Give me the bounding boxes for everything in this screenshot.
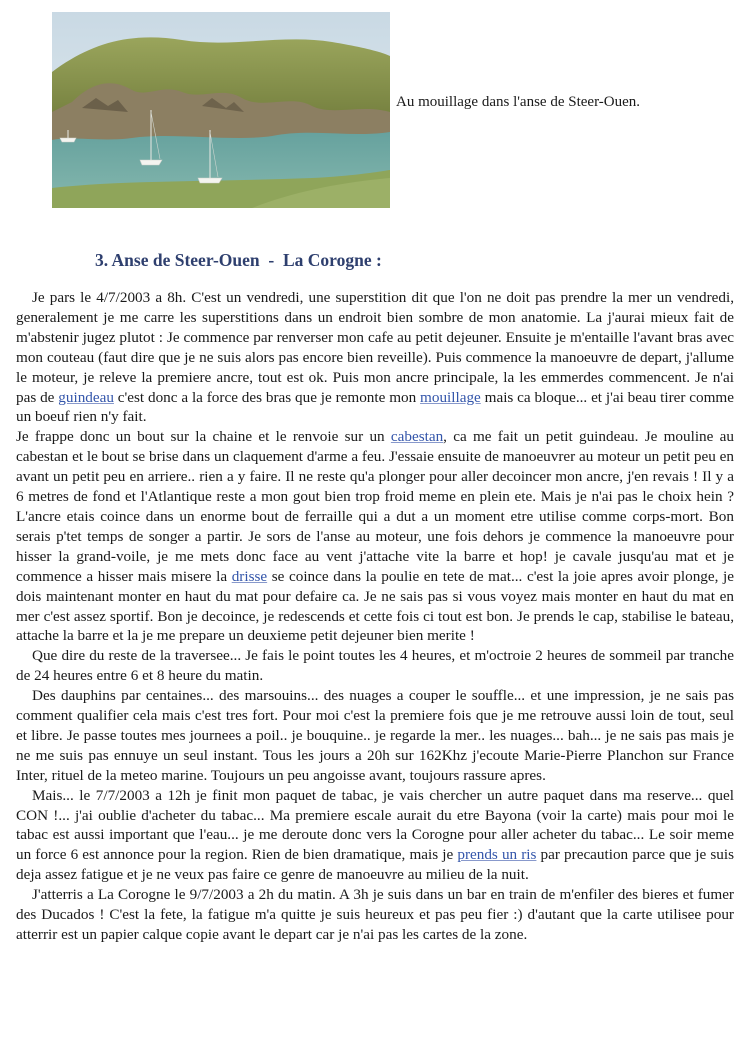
section-title: 3. Anse de Steer-Ouen - La Corogne : — [95, 250, 382, 270]
paragraph-text: Mais... le 7/7/2003 a 12h je finit mon paquet de tabac, je vais chercher un autre paquet dans ma reserve... quel CON !... j'ai oublie d'acheter du tabac... Ma premiere escale aurait du etre Bayona (voir la carte) mais pour moi le tabac est aussi important que l'eau... je me deroute donc vers la Corogne pour aller acheter du tabac... Le soir meme un force 6 est annonce pour la region. Rien de bien dramatique, mais je — [16, 786, 734, 864]
body-paragraph — [16, 786, 734, 886]
paragraph-text: , ca me fait un petit guindeau. Je mouline au cabestan et le bout se brise dans un claquement d'arme a feu. J'essaie ensuite de manoeuvrer au moteur un petit peu en avant un petit peu en arriere.. rien a y faire. Il ne reste qu'a plonger pour aller decoincer mon ancre, j'en revais ! Il y a 6 metres de fond et l'Atlantique reste a mon gout bien trop froid meme en plein ete. Mais je n'ai pas le choix hein ? L'ancre etais coince dans un enorme bout de ferraille qui a dut a un moment etre utilise comme corps-mort. Bon serais p'tet temps de songer a partir. Je sors de l'anse au moteur, une fois dehors je commence la manoeuvre pour hisser la grand-voile, je me mets donc face au vent j'attache vite la barre et hop! je cavale jusqu'au mat et je commence a hisser mais misere la — [16, 428, 734, 585]
paragraph-text: Que dire du reste de la traversee... Je fais le point toutes les 4 heures, et m'octroie 2 heures de sommeil par tranche de 24 heures entre 6 et 8 heure du matin. — [16, 647, 734, 685]
paragraph-text: Je pars le 4/7/2003 a 8h. C'est un vendredi, une superstition dit que l'on ne doit pas prendre la mer un vendredi, generalement je me carre les superstitions dans un endroit bien sombre de mon anatomie. La j'aurai mieux fait de m'abstenir jugez plutot : Je commence par renverser mon cafe au petit dejeuner. Ensuite je m'entaille l'avant bras avec mon couteau (faut dire que je ne suis alors pas encore bien reveille). Puis commence la manoeuvre de depart, j'allume le moteur, je releve la premiere ancre, tout est ok. Puis mon ancre principale, la les emmerdes commencent. Je n'ai pas de — [16, 289, 734, 406]
body-paragraph — [16, 288, 734, 427]
paragraph-text: mais ca bloque... et j'ai beau tirer comme un boeuf rien n'y fait. — [16, 388, 734, 426]
glossary-link[interactable]: guindeau — [58, 388, 114, 406]
body-paragraph — [16, 646, 734, 686]
glossary-link[interactable]: cabestan — [390, 428, 444, 446]
article-body — [16, 288, 734, 945]
body-paragraph — [16, 686, 734, 786]
paragraph-text: Des dauphins par centaines... des marsouins... des nuages a couper le souffle... et une impression, je ne sais pas comment qualifier cela mais c'est tres fort. Pour moi c'est la premiere fois que je me retrouve aussi loin de tout, seul et libre. Je passe toutes mes journees a poil.. je bouquine.. je regarde la mer.. les nuages... bah... je ne sais pas mais je ne me suis pas ennuye un seul instant. Tous les jours a 20h sur 162Khz j'ecoute Marie-Pierre Planchon sur France Inter, rituel de la meteo marine. Toujours un peu angoisse avant, toujours rassure apres. — [16, 687, 734, 784]
glossary-link[interactable]: mouillage — [420, 388, 481, 406]
glossary-link[interactable]: prends un ris — [457, 846, 537, 864]
photo-caption: Au mouillage dans l'anse de Steer-Ouen. — [396, 94, 640, 110]
paragraph-text: c'est donc a la force des bras que je remonte mon — [113, 388, 421, 406]
glossary-link[interactable]: drisse — [231, 567, 268, 585]
body-paragraph — [16, 427, 734, 646]
paragraph-text: J'atterris a La Corogne le 9/7/2003 a 2h du matin. A 3h je suis dans un bar en train de m'enfiler des bieres et fumer des Ducados ! C'est la fete, la fatigue m'a quitte je suis heureux et pas peu fier :) d'autant que la carte utilisee pour atterrir est un papier calque copie avant le depart car je n'ai pas les cartes de la zone. — [16, 886, 734, 943]
paragraph-text: Je frappe donc un bout sur la chaine et le renvoie sur un — [16, 428, 391, 446]
anchorage-photo — [52, 12, 390, 208]
paragraph-text: par precaution parce que je suis deja assez fatigue et je ne veux pas faire ce genre de manoeuvre au milieu de la nuit. — [16, 846, 734, 884]
body-paragraph — [16, 885, 734, 945]
paragraph-text: se coince dans la poulie en tete de mat... c'est la joie apres avoir plonge, je dois maintenant monter en haut du mat pour defaire ca. Je ne sais pas si vous voyez mais monter en haut du mat en mer c'est assez sportif. Bon je decoince, je redescends et cette fois ci tout est bon. Je prends le cap, stabilise le bateau, attache la barre et la je me prepare un deuxieme petit dejeuner bien merite ! — [16, 567, 734, 645]
